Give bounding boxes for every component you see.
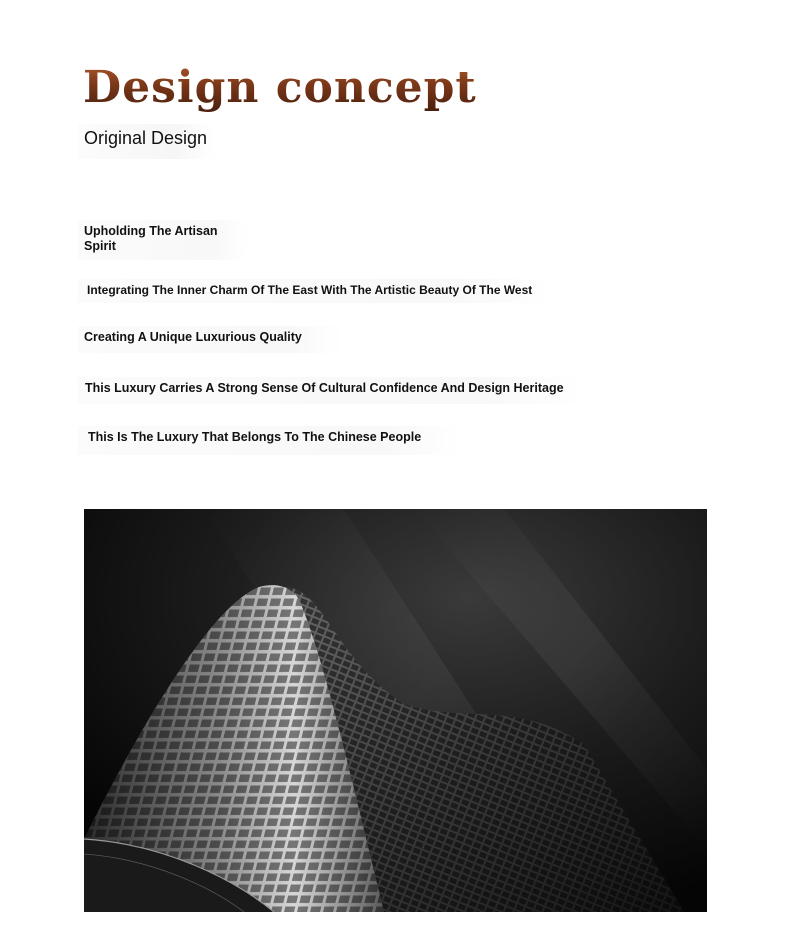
concept-line: This Is The Luxury That Belongs To The Chinese People <box>78 426 461 455</box>
concept-line: Creating A Unique Luxurious Quality <box>78 326 342 353</box>
concept-line: This Luxury Carries A Strong Sense Of Cultural Confidence And Design Heritage <box>78 377 584 404</box>
skyscraper-illustration <box>84 509 707 912</box>
concept-line: Upholding The Artisan Spirit <box>78 220 248 260</box>
page-title: Design concept <box>83 58 477 118</box>
section-subtitle: Original Design <box>78 124 215 159</box>
concept-line: Integrating The Inner Charm Of The East With The Artistic Beauty Of The West <box>78 279 548 303</box>
skyscraper-photo <box>84 509 707 912</box>
